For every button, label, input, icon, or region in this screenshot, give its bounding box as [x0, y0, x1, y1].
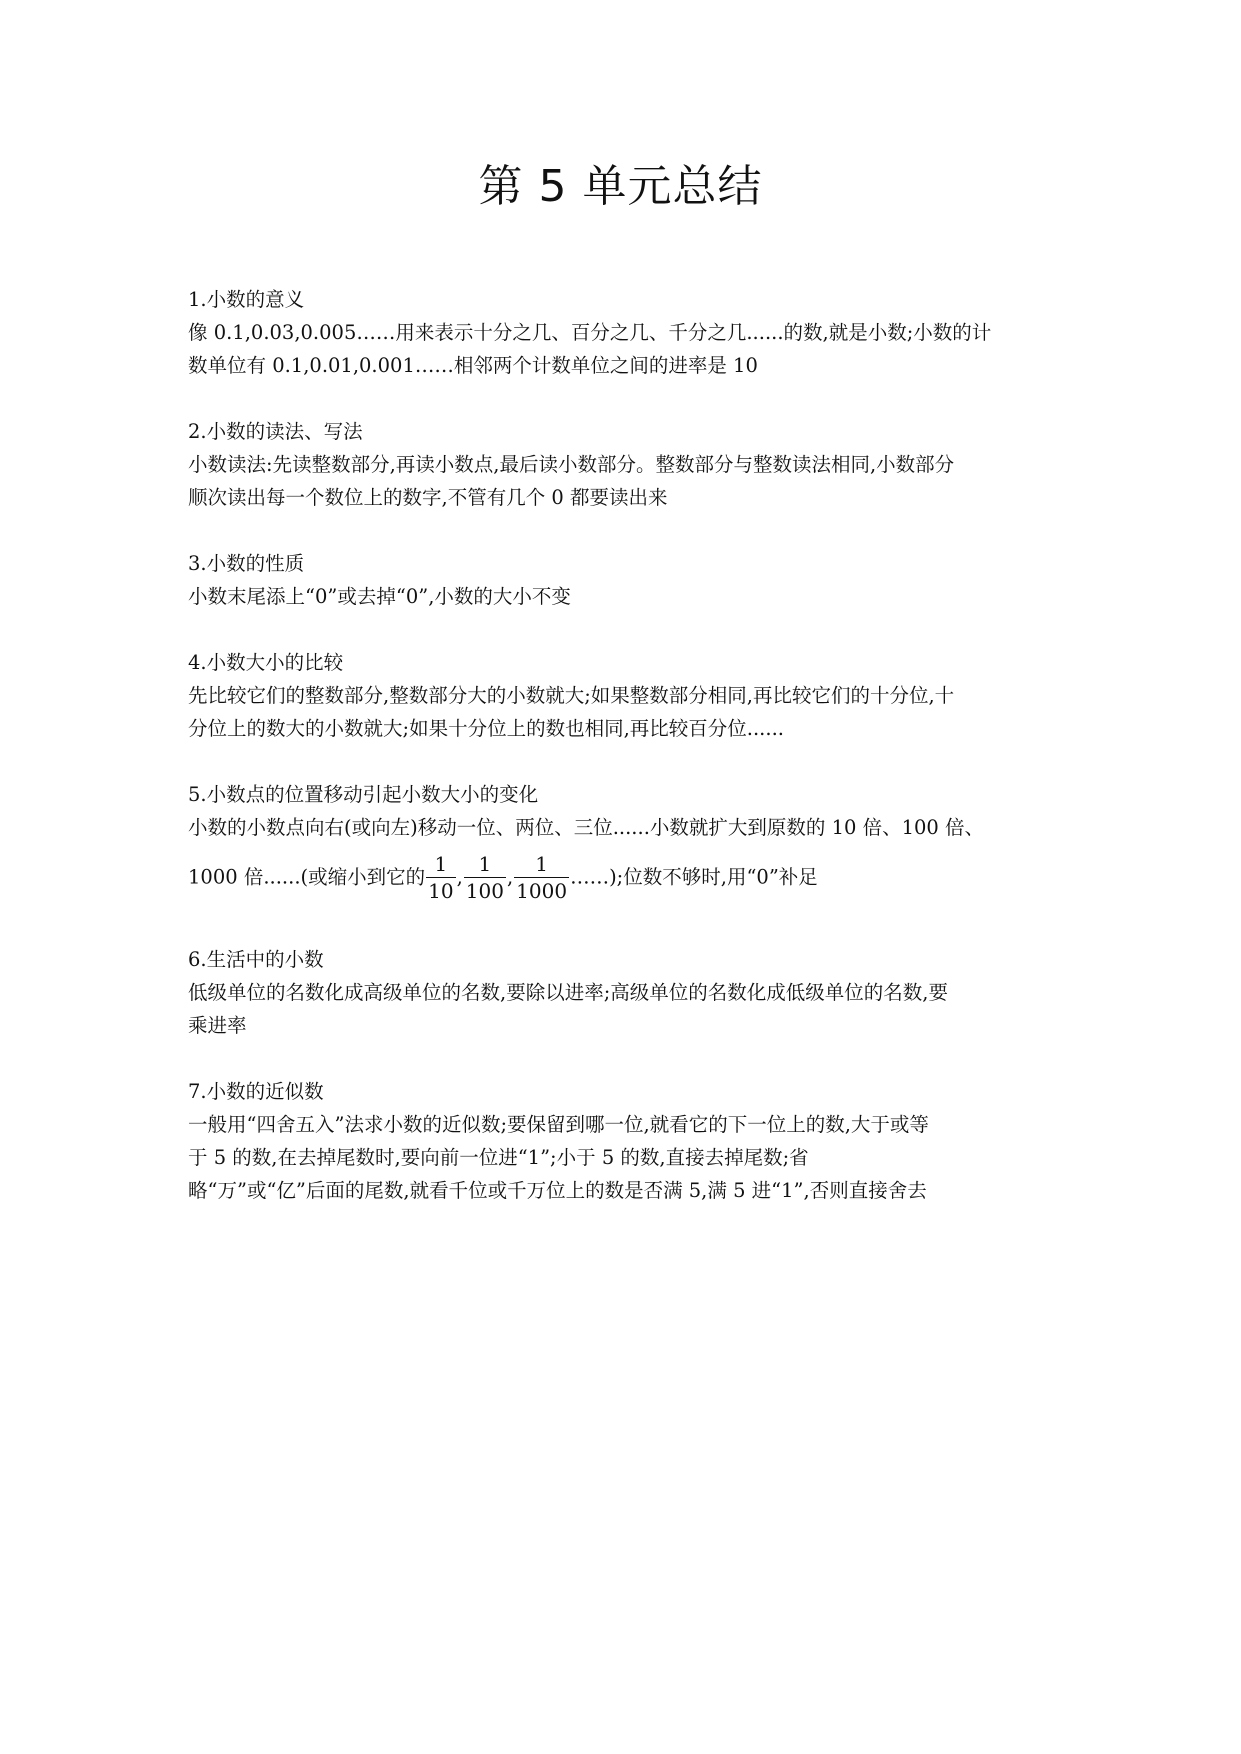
- section-3: [188, 547, 1068, 613]
- section-text-line: 低级单位的名数化成高级单位的名数,要除以进率;高级单位的名数化成低级单位的名数,要: [188, 981, 948, 1004]
- section-text-line: 于 5 的数,在去掉尾数时,要向前一位进“1”;小于 5 的数,直接去掉尾数;省: [188, 1146, 809, 1169]
- page-title: 第 5 单元总结: [478, 161, 763, 212]
- section-text-line: 小数读法:先读整数部分,再读小数点,最后读小数部分。整数部分与整数读法相同,小数部分: [188, 453, 955, 476]
- fraction-numerator: 1: [464, 851, 506, 878]
- fraction-one-hundredth: [464, 851, 506, 904]
- section-text-line: 分位上的数大的小数就大;如果十分位上的数也相同,再比较百分位......: [188, 717, 784, 740]
- section-6: [188, 943, 1068, 1042]
- fraction-separator: ,: [456, 865, 463, 889]
- section-text-line: 先比较它们的整数部分,整数部分大的小数就大;如果整数部分相同,再比较它们的十分位,十: [188, 684, 955, 707]
- fraction-one-thousandth: [514, 851, 569, 904]
- section-5: [188, 778, 1068, 910]
- section-heading: 2.小数的读法、写法: [188, 420, 363, 443]
- fraction-denominator: 10: [428, 879, 454, 903]
- fraction-numerator: 1: [426, 851, 455, 878]
- section-heading: 1.小数的意义: [188, 288, 305, 311]
- fraction-text-line: [188, 844, 1068, 910]
- document-body: [188, 283, 1068, 1207]
- section-4: [188, 646, 1068, 745]
- section-text-line: 小数的小数点向右(或向左)移动一位、两位、三位......小数就扩大到原数的 10 倍、100 倍、: [188, 816, 985, 839]
- fraction-denominator: 1000: [516, 879, 568, 903]
- section-heading: 4.小数大小的比较: [188, 651, 344, 674]
- section-heading: 3.小数的性质: [188, 552, 305, 575]
- fraction-denominator: 100: [465, 879, 504, 903]
- section-heading: 7.小数的近似数: [188, 1080, 324, 1103]
- fraction-numerator: 1: [514, 851, 569, 878]
- section-text-line: 一般用“四舍五入”法求小数的近似数;要保留到哪一位,就看它的下一位上的数,大于或等: [188, 1113, 929, 1136]
- section-1: [188, 283, 1068, 382]
- fraction-line-after: ……);位数不够时,用“0”补足: [570, 865, 818, 889]
- section-text-line: 略“万”或“亿”后面的尾数,就看千位或千万位上的数是否满 5,满 5 进“1”,否则直接舍去: [188, 1179, 927, 1202]
- section-text-line: 顺次读出每一个数位上的数字,不管有几个 0 都要读出来: [188, 486, 668, 509]
- fraction-separator: ,: [506, 865, 514, 889]
- section-heading: 5.小数点的位置移动引起小数大小的变化: [188, 783, 539, 806]
- section-text-line: 乘进率: [188, 1014, 247, 1037]
- section-text-line: 像 0.1,0.03,0.005……用来表示十分之几、百分之几、千分之几......的数,就是小数;小数的计: [188, 321, 992, 344]
- fraction-one-tenth: [426, 851, 455, 904]
- section-7: [188, 1075, 1068, 1207]
- section-2: [188, 415, 1068, 514]
- section-heading: 6.生活中的小数: [188, 948, 324, 971]
- section-text-line: 数单位有 0.1,0.01,0.001……相邻两个计数单位之间的进率是 10: [188, 354, 758, 377]
- section-text-line: 小数末尾添上“0”或去掉“0”,小数的大小不变: [188, 585, 571, 608]
- fraction-line-before: 1000 倍......(或缩小到它的: [188, 865, 426, 889]
